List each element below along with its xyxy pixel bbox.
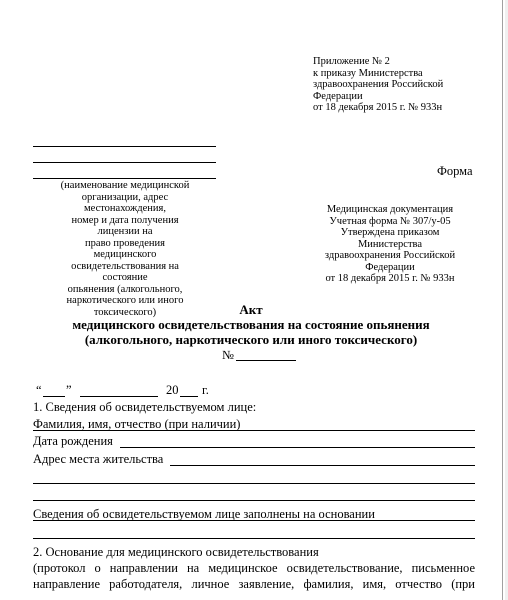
appendix-line: здравоохранения Российской <box>313 79 444 90</box>
title-line: (алкогольного, наркотического или иного токсического) <box>84 332 418 347</box>
basis-blank-2 <box>33 538 475 539</box>
date-year-blank <box>180 396 198 397</box>
basis-blank <box>33 520 475 521</box>
org-blank-line <box>33 162 216 163</box>
med-doc-line: Учетная форма № 307/у-05 <box>329 215 451 227</box>
section1-heading: 1. Сведения об освидетельствуемом лице: <box>33 400 257 414</box>
org-caption <box>55 180 195 318</box>
section2-line: (протокол о направлении на медицинское освидетельствование, письменное <box>33 561 475 575</box>
birth-date-blank <box>120 447 475 448</box>
med-doc-block <box>310 204 470 285</box>
org-blank-line <box>33 178 216 179</box>
basis-label: Сведения об освидетельствуемом лице заполнены на основании <box>33 507 375 521</box>
med-doc-line: от 18 декабря 2015 г. № 933н <box>325 273 455 284</box>
date-day-blank <box>43 396 65 397</box>
address-label: Адрес места жительства <box>33 452 164 466</box>
document-title <box>0 302 502 347</box>
fio-blank <box>33 430 475 431</box>
title-line: медицинского освидетельствования на состояние опьянения <box>72 317 430 332</box>
med-doc-line: Утверждена приказом Министерства <box>340 227 440 250</box>
appendix-line: Федерации <box>313 90 363 102</box>
appendix-line: Приложение № 2 <box>313 56 390 67</box>
med-doc-line: Медицинская документация <box>326 204 454 215</box>
org-caption-line: токсического) <box>93 306 157 318</box>
org-caption-line: освидетельствования на состояние <box>71 260 179 283</box>
forma-label: Форма <box>437 164 473 178</box>
org-caption-line: (наименование медицинской <box>60 180 190 191</box>
med-doc-line: Федерации <box>365 261 415 273</box>
date-year-suffix: г. <box>202 383 209 397</box>
appendix-line: к приказу Министерства <box>313 67 423 79</box>
page-edge <box>502 0 503 600</box>
appendix-block <box>313 56 443 114</box>
date-open-quote: “ <box>36 383 42 397</box>
section2-line: направление работодателя, личное заявление, фамилия, имя, отчество (при <box>33 577 475 591</box>
act-number-blank <box>236 360 296 361</box>
org-blank-line <box>33 146 216 147</box>
org-caption-line: организации, адрес местонахождения, <box>81 191 169 214</box>
org-caption-line: номер и дата получения лицензии на <box>71 214 179 237</box>
date-year-prefix: 20 <box>166 383 179 397</box>
address-blank-3 <box>33 500 475 501</box>
appendix-line: от 18 декабря 2015 г. № 933н <box>313 102 443 113</box>
org-caption-line: право проведения медицинского <box>85 237 165 260</box>
birth-date-label: Дата рождения <box>33 434 113 448</box>
org-caption-line: опьянения (алкогольного, <box>67 283 183 295</box>
title-line: Акт <box>239 302 263 317</box>
med-doc-line: здравоохранения Российской <box>324 250 456 261</box>
address-blank-2 <box>33 483 475 484</box>
address-blank <box>170 465 475 466</box>
act-number-label: № <box>222 348 234 362</box>
org-caption-line: наркотического или иного <box>66 295 184 306</box>
section2-heading: 2. Основание для медицинского освидетельствования <box>33 545 319 559</box>
fio-label: Фамилия, имя, отчество (при наличии) <box>33 417 241 431</box>
date-month-blank <box>80 396 158 397</box>
date-close-quote: ” <box>66 383 72 397</box>
